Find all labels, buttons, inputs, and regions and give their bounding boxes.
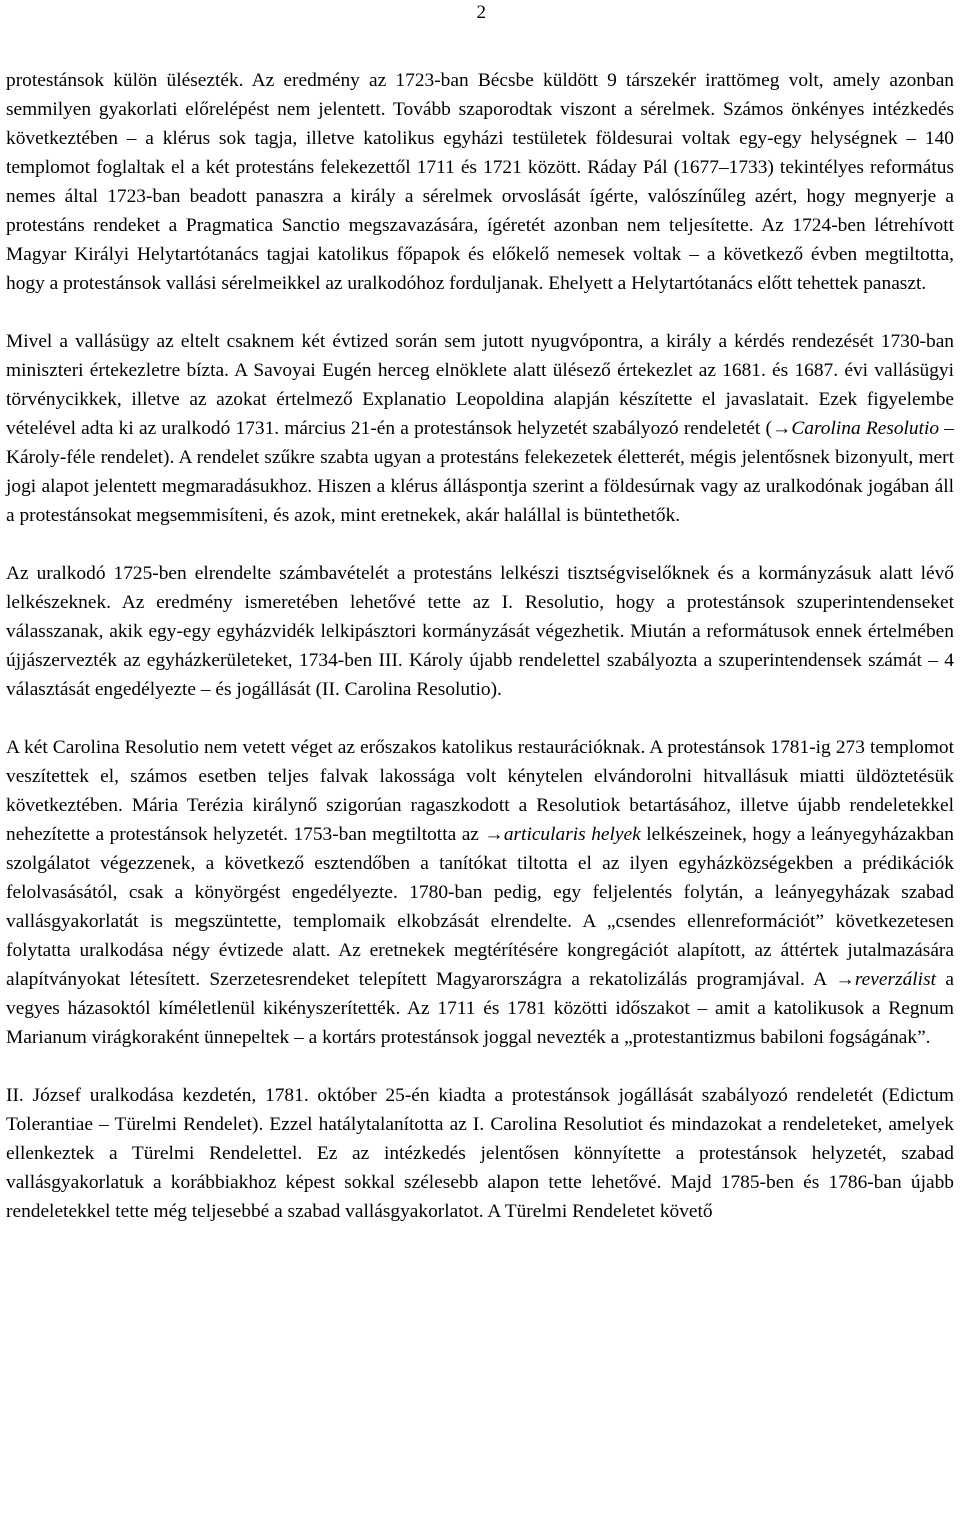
paragraph-text: a vegyes házasoktól kíméletlenül kikényszerítették. Az 1711 és 1781 közötti időszakot – amit a katolikusok a Regnum Marianum virágkoraként ünnepeltek – a kortárs protestánsok joggal nevezték a „protestantizmus babiloni fogságának”. <box>6 969 954 1048</box>
cross-reference-link[interactable]: →Carolina Resolutio <box>771 418 940 439</box>
paragraph-text: – Károly-féle rendelet). A rendelet szűkre szabta ugyan a protestáns felekezetek életterét, mégis jelentősnek bizonyult, mert jogi alapot jelentett megmaradásukhoz. Hiszen a klérus álláspontja szerint a földesúrnak vagy az uralkodónak jogában áll a protestánsokat megsemmisíteni, és azok, mint eretnekek, akár halállal is büntethetők. <box>6 418 954 526</box>
paragraph <box>6 66 954 298</box>
paragraph <box>6 559 954 704</box>
paragraph-text: Mivel a vallásügy az eltelt csaknem két évtized során sem jutott nyugvópontra, a király a kérdés rendezését 1730-ban miniszteri értekezletre bízta. A Savoyai Eugén herceg elnöklete alatt ülésező értekezlet az 1681. és 1687. évi vallásügyi törvénycikkek, illetve az azokat értelmező Explanatio Leopoldina alapján készítette el javaslatait. Ezek figyelembe vételével adta ki az uralkodó 1731. március 21-én a protestánsok helyzetét szabályozó rendeletét ( <box>6 331 954 439</box>
page-number: 2 <box>476 2 486 23</box>
paragraph-text: Az uralkodó 1725-ben elrendelte számbavételét a protestáns lelkészi tisztségviselőknek és a kormányzásuk alatt lévő lelkészeknek. Az eredmény ismeretében lehetővé tette az I. Resolutio, hogy a protestánsok szuperintendenseket válasszanak, akik egy-egy egyházvidék lelkipásztori kormányzását végezhetik. Miután a reformátusok ennek értelmében újjászervezték az egyházkerületeket, 1734-ben III. Károly újabb rendelettel szabályozta a szuperintendensek számát – 4 választását engedélyezte – és jogállását (II. Carolina Resolutio). <box>6 563 954 700</box>
cross-reference-link[interactable]: →articularis helyek <box>484 824 641 845</box>
paragraph <box>6 327 954 530</box>
document-body <box>6 66 954 1226</box>
paragraph-text: II. József uralkodása kezdetén, 1781. október 25-én kiadta a protestánsok jogállását szabályozó rendeletét (Edictum Tolerantiae – Türelmi Rendelet). Ezzel hatálytalanította az I. Carolina Resolutiot és mindazokat a rendeleteket, amelyek ellenkeztek a Türelmi Rendelettel. Ez az intézkedés jelentősen könnyítette a protestánsok helyzetét, szabad vallásgyakorlatuk a korábbiakhoz képest sokkal szélesebb alapon tette lehetővé. Majd 1785-ben és 1786-ban újabb rendeletekkel tette még teljesebbé a szabad vallásgyakorlatot. A Türelmi Rendeletet követő <box>6 1085 954 1222</box>
paragraph-text: protestánsok külön ülésezték. Az eredmény az 1723-ban Bécsbe küldött 9 társzekér irattömeg volt, amely azonban semmilyen gyakorlati előrelépést nem jelentett. Tovább szaporodtak viszont a sérelmek. Számos önkényes intézkedés következtében – a klérus sok tagja, illetve katolikus egyházi testületek földesurai voltak egy-egy helységnek – 140 templomot foglaltak el a két protestáns felekezettől 1711 és 1721 között. Ráday Pál (1677–1733) tekintélyes református nemes által 1723-ban beadott panaszra a király a sérelmek orvoslását ígérte, valószínűleg azért, hogy megnyerje a protestáns rendeket a Pragmatica Sanctio megszavazására, ígéretét azonban nem teljesítette. Az 1724-ben létrehívott Magyar Királyi Helytartótanács tagjai katolikus főpapok és előkelő nemesek voltak – a következő évben megtiltotta, hogy a protestánsok vallási sérelmeikkel az uralkodóhoz forduljanak. Ehelyett a Helytartótanács előtt tehettek panaszt. <box>6 70 954 294</box>
paragraph-text: A két Carolina Resolutio nem vetett véget az erőszakos katolikus restaurációknak. A protestánsok 1781-ig 273 templomot veszítettek el, számos esetben teljes falvak lakossága volt kénytelen elvándorolni hitvallásuk miatti üldöztetésük következtében. Mária Terézia királynő szigorúan ragaszkodott a Resolutiok betartásához, illetve újabb rendeletekkel nehezítette a protestánsok helyzetét. 1753-ban megtiltotta az <box>6 737 954 845</box>
paragraph <box>6 733 954 1052</box>
paragraph-text: lelkészeinek, hogy a leányegyházakban szolgálatot végezzenek, a következő esztendőben a tanítókat tiltotta el az ilyen egyházközségekben a prédikációk felolvasásától, csak a könyörgést engedélyezte. 1780-ban pedig, egy feljelentés folytán, a leányegyházak szabad vallásgyakorlatát is megszüntette, templomaik elkobzását elrendelte. A „csendes ellenreformációt” következetesen folytatta uralkodása négy évtizede alatt. Az eretnekek megtérítésére kongregációt alapított, az áttértek jutalmazására alapítványokat létesített. Szerzetesrendeket telepített Magyarországra a rekatolizálás programjával. A <box>6 824 954 990</box>
cross-reference-link[interactable]: →reverzálist <box>835 969 937 990</box>
paragraph <box>6 1081 954 1226</box>
